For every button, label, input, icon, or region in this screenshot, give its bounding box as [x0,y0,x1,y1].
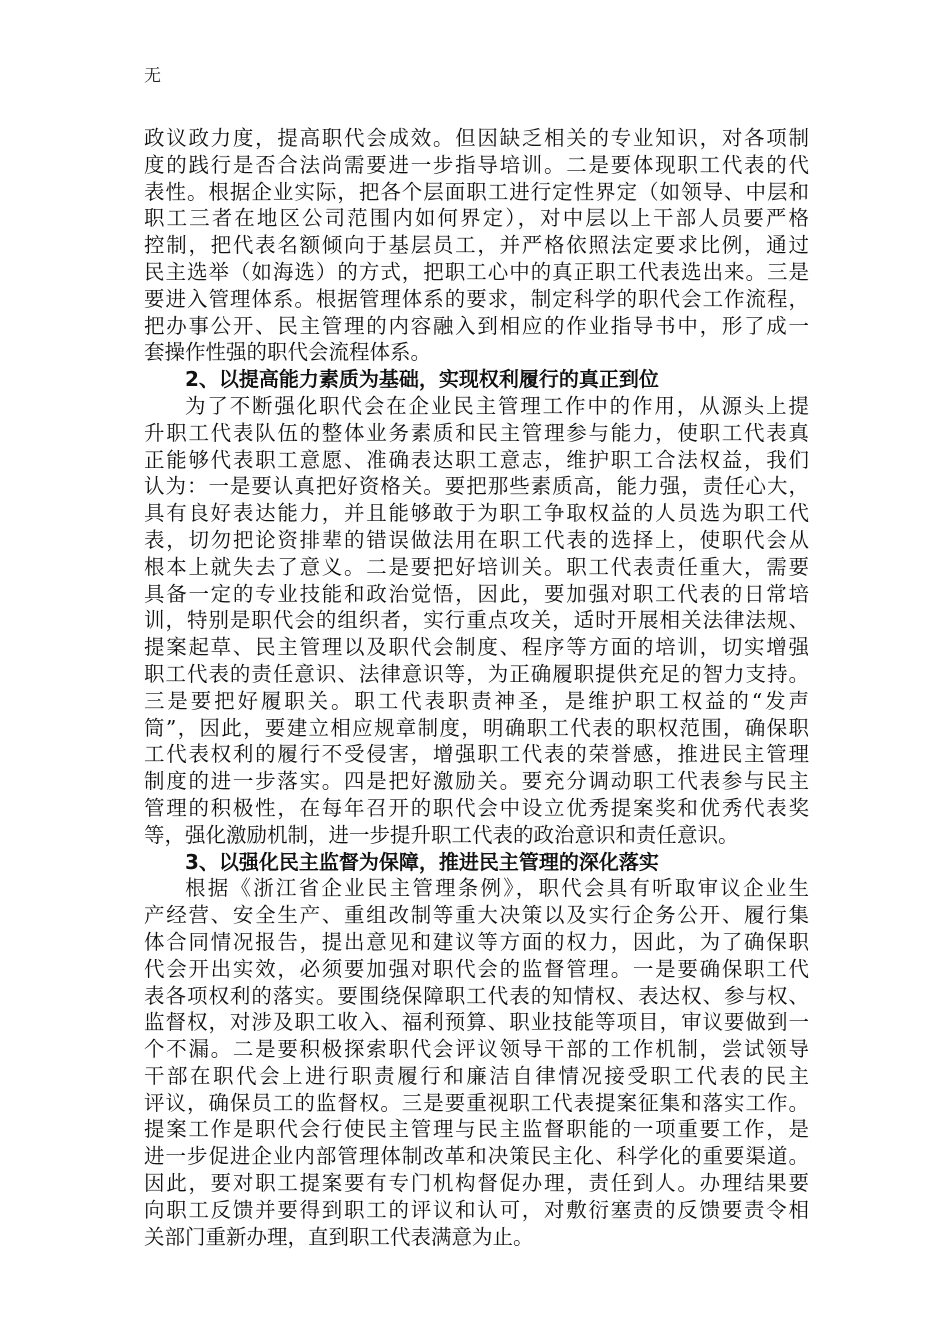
paragraph-line: 度的践行是否合法尚需要进一步指导培训。二是要体现职工代表的代 [144,152,809,177]
paragraph-line: 干部在职代会上进行职责履行和廉洁自律情况接受职工代表的民主 [144,1063,809,1088]
section-heading: 3、以强化民主监督为保障，推进民主管理的深化落实 [185,849,659,874]
paragraph-line: 民主选举（如海选）的方式，把职工心中的真正职工代表选出来。三是 [144,259,809,284]
paragraph-line: 管理的积极性，在每年召开的职代会中设立优秀提案奖和优秀代表奖 [144,795,809,820]
paragraph-line: 个不漏。二是要积极探索职代会评议领导干部的工作机制，尝试领导 [144,1037,809,1062]
paragraph-line: 关部门重新办理，直到职工代表满意为止。 [144,1224,534,1249]
paragraph-line: 职工三者在地区公司范围内如何界定），对中层以上干部人员要严格 [144,206,809,231]
paragraph-line: 认为：一是要认真把好资格关。要把那些素质高，能力强，责任心大， [144,474,809,499]
paragraph-line: 制度的进一步落实。四是把好激励关。要充分调动职工代表参与民主 [144,769,809,794]
paragraph-line: 筒”，因此，要建立相应规章制度，明确职工代表的职权范围，确保职 [144,715,809,740]
paragraph-line: 产经营、安全生产、重组改制等重大决策以及实行企务公开、履行集 [144,903,809,928]
paragraph-line: 根本上就失去了意义。二是要把好培训关。职工代表责任重大，需要 [144,554,809,579]
paragraph-line: 监督权，对涉及职工收入、福利预算、职业技能等项目，审议要做到一 [144,1010,809,1035]
paragraph-line: 因此，要对职工提案要有专门机构督促办理，责任到人。办理结果要 [144,1171,809,1196]
paragraph-line: 进一步促进企业内部管理体制改革和决策民主化、科学化的重要渠道。 [144,1144,809,1169]
paragraph-line: 评议，确保员工的监督权。三是要重视职工代表提案征集和落实工作。 [144,1090,809,1115]
paragraph-line: 政议政力度，提高职代会成效。但因缺乏相关的专业知识，对各项制 [144,126,809,150]
paragraph-line: 三是要把好履职关。职工代表职责神圣，是维护职工权益的“发声 [144,688,809,713]
paragraph-line: 体合同情况报告，提出意见和建议等方面的权力，因此，为了确保职 [144,929,809,954]
document-body [144,125,809,1250]
paragraph-line: 表，切勿把论资排辈的错误做法用在职工代表的选择上，使职代会从 [144,527,809,552]
page-header-label: 无 [144,66,161,86]
paragraph-line: 升职工代表队伍的整体业务素质和民主管理参与能力，使职工代表真 [144,420,809,445]
paragraph-line: 把办事公开、民主管理的内容融入到相应的作业指导书中，形了成一 [144,313,809,338]
section-heading: 2、以提高能力素质为基础，实现权利履行的真正到位 [185,367,659,392]
paragraph-line: 根据《浙江省企业民主管理条例》，职代会具有听取审议企业生 [185,876,809,901]
paragraph-line: 表各项权利的落实。要围绕保障职工代表的知情权、表达权、参与权、 [144,983,809,1008]
paragraph-line: 等，强化激励机制，进一步提升职工代表的政治意识和责任意识。 [144,822,739,847]
paragraph-line: 提案起草、民主管理以及职代会制度、程序等方面的培训，切实增强 [144,635,809,660]
paragraph-line: 具有良好表达能力，并且能够敢于为职工争取权益的人员选为职工代 [144,501,809,526]
paragraph-line: 代会开出实效，必须要加强对职代会的监督管理。一是要确保职工代 [144,956,809,981]
paragraph-line: 提案工作是职代会行使民主管理与民主监督职能的一项重要工作，是 [144,1117,809,1142]
paragraph-line: 正能够代表职工意愿、准确表达职工意志，维护职工合法权益，我们 [144,447,809,472]
paragraph-line: 具备一定的专业技能和政治觉悟，因此，要加强对职工代表的日常培 [144,581,809,606]
paragraph-line: 职工代表的责任意识、法律意识等，为正确履职提供充足的智力支持。 [144,661,809,686]
paragraph-line: 要进入管理体系。根据管理体系的要求，制定科学的职代会工作流程， [144,286,809,311]
paragraph-line: 工代表权利的履行不受侵害，增强职工代表的荣誉感，推进民主管理 [144,742,809,767]
paragraph-line: 训，特别是职代会的组织者，实行重点攻关，适时开展相关法律法规、 [144,608,809,633]
paragraph-line: 为了不断强化职代会在企业民主管理工作中的作用，从源头上提 [185,393,809,418]
paragraph-line: 表性。根据企业实际，把各个层面职工进行定性界定（如领导、中层和 [144,179,809,204]
paragraph-line: 向职工反馈并要得到职工的评议和认可，对敷衍塞责的反馈要责令相 [144,1197,809,1222]
paragraph-line: 控制，把代表名额倾向于基层员工，并严格依照法定要求比例，通过 [144,233,809,258]
paragraph-line: 套操作性强的职代会流程体系。 [144,340,431,365]
